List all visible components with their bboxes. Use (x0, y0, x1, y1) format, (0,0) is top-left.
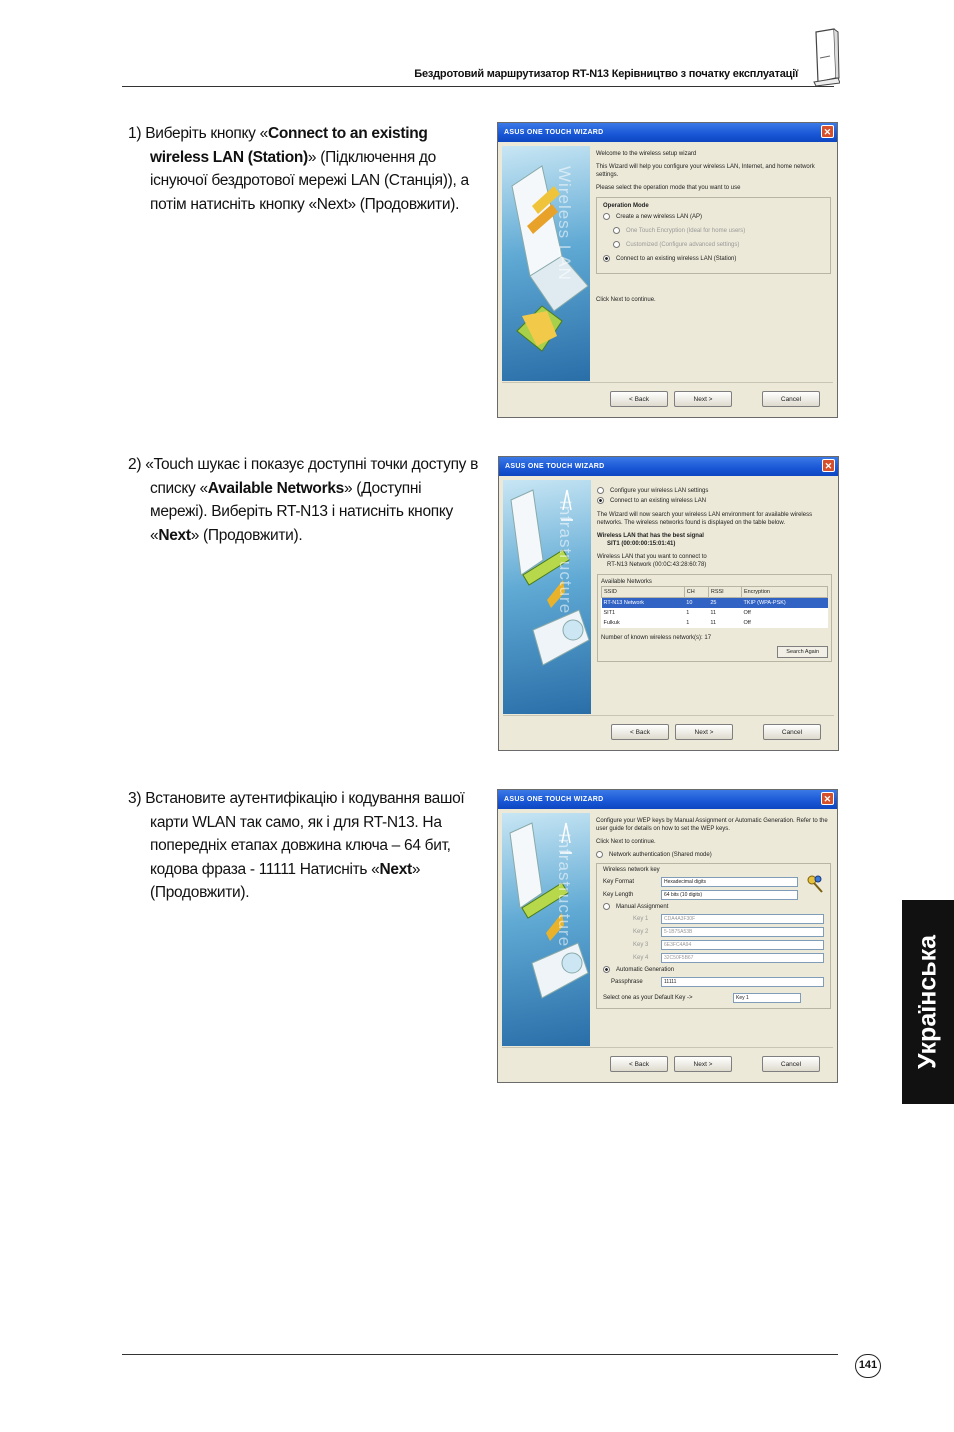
radio-configure-wlan[interactable]: Configure your wireless LAN settings (597, 487, 832, 495)
wizard-3-button-bar (502, 1047, 833, 1078)
cell-rssi: 11 (710, 610, 717, 617)
router-icon (808, 28, 840, 86)
radio-connect-station[interactable]: Connect to an existing wireless LAN (Station) (603, 255, 824, 263)
wizard-3-title: ASUS ONE TOUCH WIZARD (504, 796, 604, 803)
table-row[interactable] (602, 598, 828, 609)
cancel-button[interactable]: Cancel (763, 724, 821, 740)
available-networks-label: Available Networks (601, 579, 652, 586)
checkbox-shared-auth[interactable]: Network authentication (Shared mode) (596, 851, 831, 859)
cancel-button[interactable]: Cancel (762, 1056, 820, 1072)
cell-ch: 1 (686, 610, 690, 617)
wizard-1-welcome: Welcome to the wireless setup wizard (596, 151, 697, 157)
wizard-2-titlebar (499, 457, 838, 476)
radio-connect-existing[interactable]: Connect to an existing wireless LAN (597, 497, 832, 505)
next-button[interactable]: Next > (674, 391, 732, 407)
step-3-text-post: » (Продовжити). (150, 860, 421, 901)
cell-encryption: TKIP (WPA-PSK) (741, 598, 827, 609)
column-header-ch[interactable]: CH (684, 587, 708, 598)
step-1 (128, 122, 482, 216)
wizard-1-title: ASUS ONE TOUCH WIZARD (504, 129, 604, 136)
step-3-text-pre: Встановите аутентифікацію і кодування вашої карти WLAN так само, як і для RT-N13. На попередніх етапах довжина ключа – 64 бит, кодова фраза - 11111 Натисніть « (145, 790, 465, 878)
step-2-text-post: » (Продовжити). (190, 526, 303, 544)
table-row[interactable] (602, 618, 828, 628)
network-count-label: Number of known wireless network(s): 17 (601, 635, 712, 642)
infrastructure-illustration-icon (502, 813, 590, 1043)
default-key-select[interactable]: Key 1 (733, 993, 801, 1003)
key-1-label: Key 1 (633, 916, 649, 923)
cell-ssid: Fulkuk (603, 620, 620, 627)
step-1-text-pre: Виберіть кнопку « (145, 125, 268, 142)
wizard-screenshot-3 (497, 789, 838, 1083)
radio-customized[interactable]: Customized (Configure advanced settings) (603, 241, 824, 249)
page-number: 141 (855, 1354, 881, 1378)
wizard-2-side-art (503, 480, 591, 714)
key-4-label: Key 4 (633, 955, 649, 962)
wizard-3-desc: Configure your WEP keys by Manual Assignment or Automatic Generation. Refer to the user guide for details on how to set the WEP keys. (596, 818, 828, 832)
footer-rule (122, 1354, 838, 1355)
best-signal-label: Wireless LAN that has the best signal (597, 533, 704, 540)
back-button[interactable]: < Back (611, 724, 669, 740)
step-2-text-pre: «Touch шукає і показує доступні точки доступу в списку « (145, 456, 479, 497)
wizard-3-next-hint: Click Next to continue. (596, 839, 656, 845)
back-button[interactable]: < Back (610, 1056, 668, 1072)
wizard-2-content (597, 484, 832, 710)
passphrase-label: Passphrase (611, 979, 643, 986)
key-3-label: Key 3 (633, 942, 649, 949)
key-1-field[interactable]: CDA4A3F30F (661, 914, 824, 924)
cell-rssi: 25 (708, 598, 741, 609)
wizard-1-footer: Click Next to continue. (596, 297, 656, 304)
wizard-1-side-art (502, 146, 590, 381)
table-row[interactable] (602, 608, 828, 618)
wizard-2-desc: The Wizard will now search your wireless LAN environment for available wireless networks. The wireless networks found is displayed on the table below. (597, 512, 813, 527)
step-2-text-bold2: Next (158, 526, 191, 544)
keys-icon (806, 874, 824, 894)
column-header-rssi[interactable]: RSSI (708, 587, 741, 598)
radio-automatic-generation[interactable]: Automatic Generation (603, 966, 824, 974)
wizard-3-side-text: Infrastructure (555, 833, 574, 948)
column-header-encryption[interactable]: Encryption (741, 587, 827, 598)
wizard-screenshot-1 (497, 122, 838, 418)
key-4-field[interactable]: 32C50F5B67 (661, 953, 824, 963)
step-2-text-mid: » (Доступні мережі). Виберіть RT-N13 і натисніть кнопку « (150, 479, 453, 544)
step-1-text-post: » (Підключення до існуючої бездротової мережі LAN (Станція)), а потім натисніть кнопку «Next» (Продовжити). (150, 148, 469, 213)
cell-encryption: Off (743, 610, 751, 617)
available-networks-table (601, 586, 828, 628)
radio-manual-assignment[interactable]: Manual Assignment (603, 903, 824, 911)
want-connect-value: RT-N13 Network (00:0C:43:28:60:78) (607, 562, 707, 569)
key-format-select[interactable]: Hexadecimal digits (661, 877, 798, 887)
cancel-button[interactable]: Cancel (762, 391, 820, 407)
column-header-ssid[interactable]: SSID (602, 587, 685, 598)
wizard-3-side-art (502, 813, 590, 1046)
key-format-label: Key Format (603, 879, 635, 886)
wizard-3-content (596, 817, 831, 1042)
wizard-screenshot-2 (498, 456, 839, 751)
close-icon[interactable]: ✕ (821, 792, 834, 805)
operation-mode-label: Operation Mode (603, 203, 649, 209)
cell-ssid: SIT1 (603, 610, 616, 617)
cell-ssid: RT-N13 Network (602, 598, 685, 609)
step-3-text-bold: Next (379, 860, 412, 878)
step-2-text-bold: Available Networks (207, 479, 344, 497)
key-length-select[interactable]: 64 bits (10 digits) (661, 890, 798, 900)
wireless-key-group-label: Wireless network key (603, 867, 660, 874)
operation-mode-group (596, 197, 831, 274)
wizard-2-side-text: Infrastructure (556, 500, 575, 615)
wizard-3-titlebar (498, 790, 837, 809)
wizard-1-titlebar (498, 123, 837, 142)
infrastructure-illustration-icon (503, 480, 591, 710)
close-icon[interactable]: ✕ (822, 459, 835, 472)
best-signal-value: SIT1 (00:00:00:15:01:41) (607, 541, 676, 548)
laptop-illustration-icon (502, 146, 590, 376)
wizard-1-button-bar (502, 382, 833, 413)
default-key-label: Select one as your Default Key -> (603, 995, 693, 1002)
close-icon[interactable]: ✕ (821, 125, 834, 138)
next-button[interactable]: Next > (675, 724, 733, 740)
want-connect-label: Wireless LAN that you want to connect to (597, 554, 707, 561)
wizard-2-title: ASUS ONE TOUCH WIZARD (505, 463, 605, 470)
wizard-1-intro: This Wizard will help you configure your wireless LAN, Internet, and home network settings. (596, 164, 815, 178)
language-tab (902, 900, 954, 1104)
cell-ch: 1 (686, 620, 690, 627)
radio-one-touch[interactable]: One Touch Encryption (Ideal for home users) (603, 227, 824, 235)
key-length-label: Key Length (603, 892, 634, 899)
wizard-1-content (596, 150, 831, 377)
step-3 (128, 787, 482, 905)
step-2 (128, 453, 482, 547)
wizard-1-side-text: Wireless LAN (555, 166, 574, 281)
step-2-number: 2) (128, 456, 142, 473)
back-button[interactable]: < Back (610, 391, 668, 407)
header-rule (122, 86, 834, 87)
step-3-number: 3) (128, 790, 142, 807)
wizard-2-button-bar (503, 715, 834, 746)
passphrase-input[interactable]: 11111 (661, 977, 824, 987)
search-again-button[interactable]: Search Again (777, 646, 828, 658)
wizard-1-prompt: Please select the operation mode that you want to use (596, 185, 741, 191)
step-1-number: 1) (128, 125, 142, 142)
cell-encryption: Off (743, 620, 751, 627)
cell-rssi: 11 (710, 620, 717, 627)
language-tab-label: Українська (913, 934, 942, 1070)
step-1-text-bold: Connect to an existing wireless LAN (Station) (150, 125, 428, 166)
page-header-title: Бездротовий маршрутизатор RT-N13 Керівництво з початку експлуатації (414, 68, 798, 80)
wireless-key-group (596, 863, 831, 1009)
available-networks-group (597, 574, 832, 662)
key-2-label: Key 2 (633, 929, 649, 936)
next-button[interactable]: Next > (674, 1056, 732, 1072)
key-2-field[interactable]: 5-1B75A53B (661, 927, 824, 937)
key-3-field[interactable]: 6E3FC4A94 (661, 940, 824, 950)
cell-ch: 10 (684, 598, 708, 609)
radio-create-ap[interactable]: Create a new wireless LAN (AP) (603, 213, 824, 221)
